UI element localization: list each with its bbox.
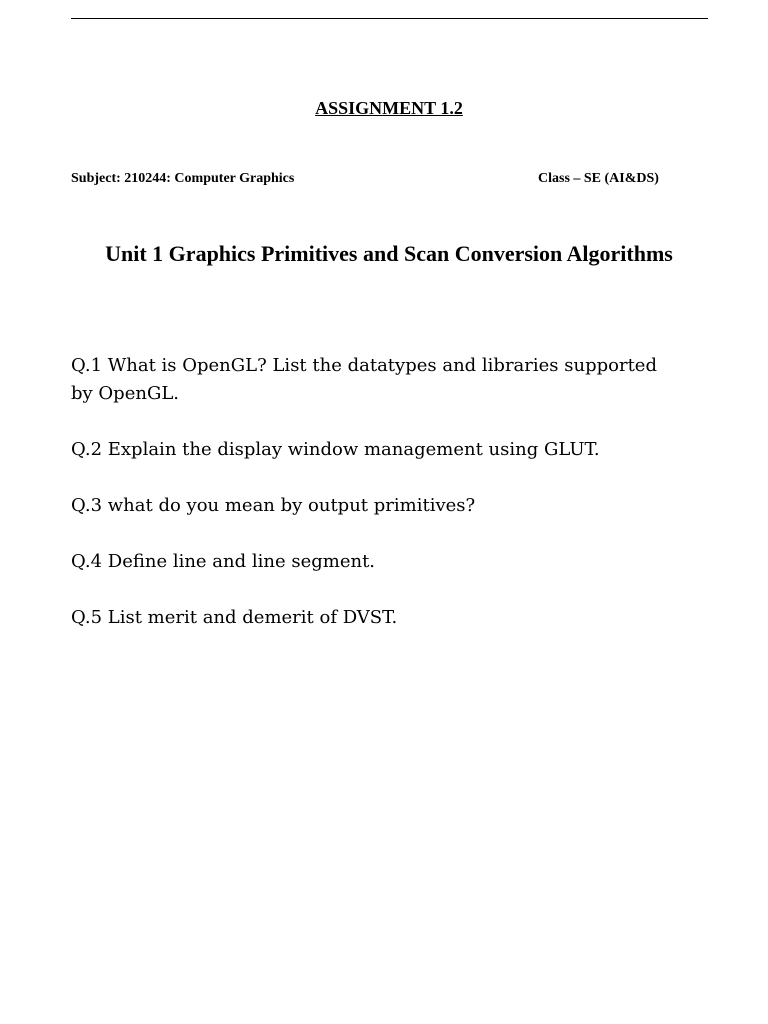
question-item: Q.5 List merit and demerit of DVST. [71,607,398,628]
question-item: Q.1 What is OpenGL? List the datatypes and libraries supported by OpenGL. [71,355,657,404]
question-item: Q.4 Define line and line segment. [71,551,376,572]
class-line: Class – SE (AI&DS) [538,171,659,186]
subject-line: Subject: 210244: Computer Graphics [71,171,295,186]
unit-heading: Unit 1 Graphics Primitives and Scan Conversion Algorithms [105,241,673,266]
question-item: Q.2 Explain the display window management using GLUT. [71,439,600,460]
question-item: Q.3 what do you mean by output primitives? [71,495,476,516]
header-rule [71,18,708,19]
assignment-title: ASSIGNMENT 1.2 [315,98,463,118]
question-list [71,352,671,660]
